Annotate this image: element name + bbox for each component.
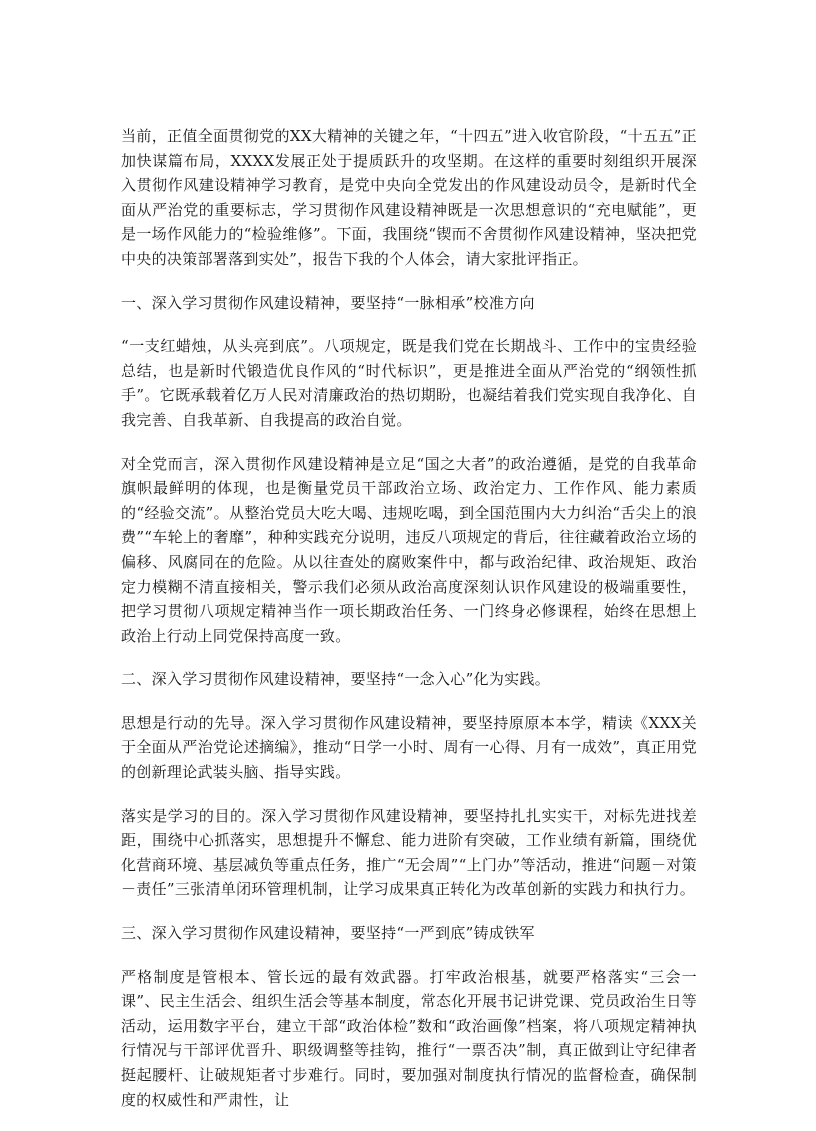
section-2-paragraph-2: 落实是学习的目的。深入学习贯彻作风建设精神，要坚持扎扎实实干，对标先进找差距，围绕中心抓落实，思想提升不懈怠、能力进阶有突破，工作业绩有新篇，围绕优化营商环境、基层减负等重点任务，推广“无会周”“上门办”等活动，推进“问题－对策－责任”三张清单闭环管理机制，让学习成果真正转化为改革创新的实践力和执行力。 [121,806,697,899]
intro-paragraph: 当前，正值全面贯彻党的XX大精神的关键之年，“十四五”进入收官阶段，“十五五”正加快谋篇布局，XXXX发展正处于提质跃升的攻坚期。在这样的重要时刻组织开展深入贯彻作风建设精神学习教育，是党中央向全党发出的作风建设动员令，是新时代全面从严治党的重要标志，学习贯彻作风建设精神既是一次思想意识的“充电赋能”，更是一场作风能力的“检验维修”。下面，我围绕“锲而不舍贯彻作风建设精神，坚决把党中央的决策部署落到实处”，报告下我的个人体会，请大家批评指正。 [121,127,697,268]
section-3-paragraph-1: 严格制度是管根本、管长远的最有效武器。打牢政治根基，就要严格落实“三会一课”、民主生活会、组织生活会等基本制度，常态化开展书记讲党课、党员政治生日等活动，运用数字平台，建立干部“政治体检”数和“政治画像”档案，将八项规定精神执行情况与干部评优晋升、职级调整等挂钩，推行“一票否决”制，真正做到让守纪律者挺起腰杆、让破规矩者寸步难行。同时，要加强对制度执行情况的监督检查，确保制度的权威性和严肃性，让 [121,967,697,1109]
section-heading-1: 一、深入学习贯彻作风建设精神，要坚持“一脉相承”校准方向 [121,293,535,312]
section-1-paragraph-2: 对全党而言，深入贯彻作风建设精神是立足“国之大者”的政治遵循，是党的自我革命旗帜最鲜明的体现，也是衡量党员干部政治立场、政治定力、工作作风、能力素质的“经验交流”。从整治党员大吃大喝、违规吃喝，到全国范围内大力纠治“舌尖上的浪费”“车轮上的奢靡”，种种实践充分说明，违反八项规定的背后，往往藏着政治立场的偏移、风腐同在的危险。从以往查处的腐败案件中，都与政治纪律、政治规矩、政治定力模糊不清直接相关，警示我们必须从政治高度深刻认识作风建设的极端重要性，把学习贯彻八项规定精神当作一项长期政治任务、一门终身必修课程，始终在思想上政治上行动上同党保持高度一致。 [121,454,697,645]
section-2-paragraph-1: 思想是行动的先导。深入学习贯彻作风建设精神，要坚持原原本本学，精读《XXX关于全面从严治党论述摘编》，推动“日学一小时、周有一心得、月有一成效”，真正用党的创新理论武装头脑、指导实践。 [121,713,697,782]
document-body [121,124,697,1131]
section-1-paragraph-1: “一支红蜡烛，从头亮到底”。八项规定，既是我们党在长期战斗、工作中的宝贵经验总结，也是新时代锻造优良作风的“时代标识”，更是推进全面从严治党的“纲领性抓手”。它既承载着亿万人民对清廉政治的热切期盼，也凝结着我们党实现自我净化、自我完善、自我革新、自我提高的政治自觉。 [121,337,697,429]
section-heading-3: 三、深入学习贯彻作风建设精神，要坚持“一严到底”铸成铁军 [121,924,535,943]
section-heading-2: 二、深入学习贯彻作风建设精神，要坚持“一念入心”化为实践。 [121,670,551,689]
